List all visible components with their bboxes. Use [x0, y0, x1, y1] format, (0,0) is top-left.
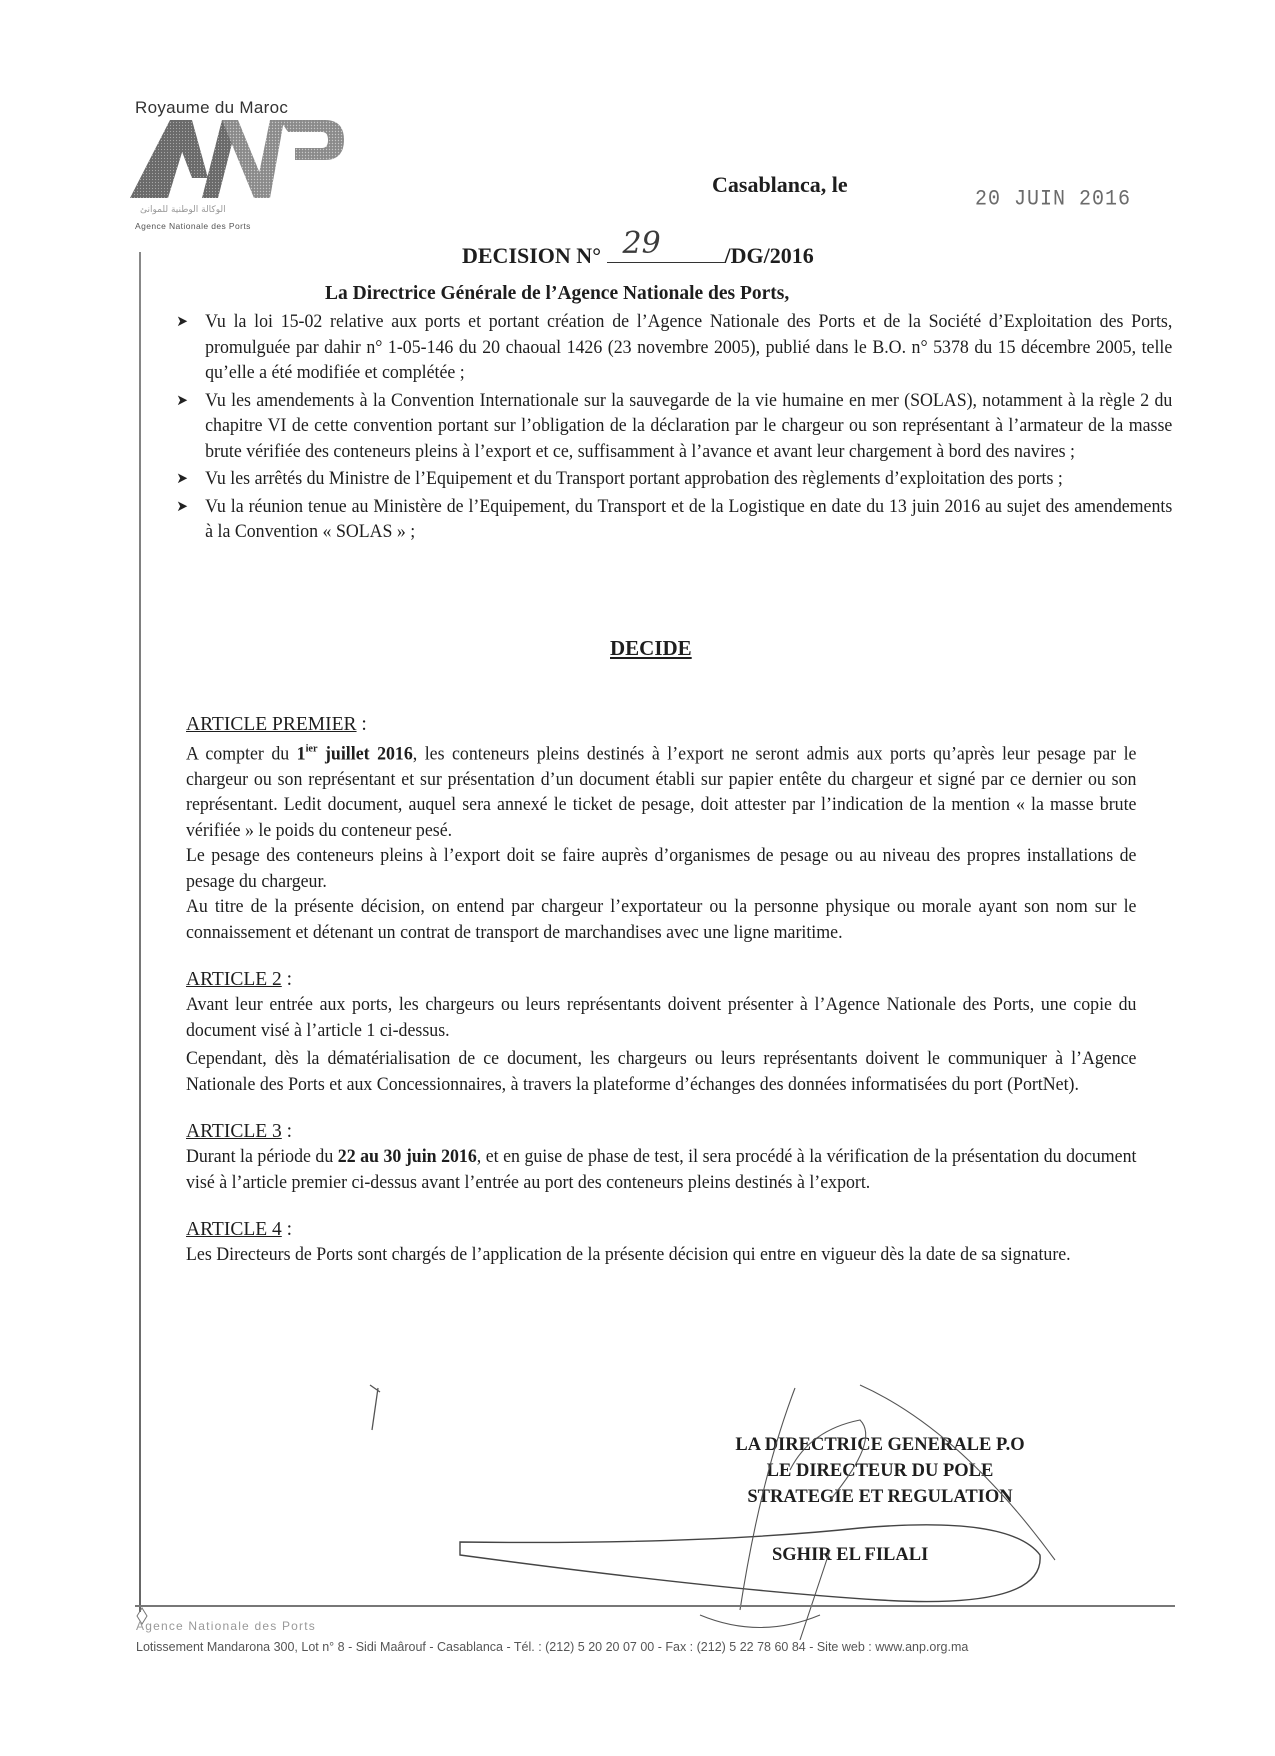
paragraph-superscript: ier — [305, 743, 318, 755]
letterhead-arabic-name: الوكالة الوطنية للموانئ — [140, 205, 226, 215]
article-title: ARTICLE PREMIER — [186, 714, 357, 735]
letterhead-agency-name: Agence Nationale des Ports — [135, 221, 251, 231]
article-title: ARTICLE 3 — [186, 1121, 282, 1143]
decide-heading: DECIDE — [610, 636, 692, 660]
place-label: Casablanca, le — [712, 172, 848, 197]
footer-agency-name: Agence Nationale des Ports — [136, 1619, 316, 1633]
paragraph-bold-date: juillet 2016 — [317, 743, 413, 765]
article-colon: : — [281, 969, 293, 991]
consideration-text: Vu les amendements à la Convention Internationale sur la sauvegarde de la vie humaine en mer (SOLAS), notamment à la règle 2 du chapitre VI de cette convention portant sur l’obligation de la déclaration par le chargeur ou son représentant à l’armateur de la masse brute vérifiée des conteneurs pleins à l’export et ce, suffisamment à l’avance et avant leur chargement à bord des navires ; — [205, 389, 1173, 462]
article-colon: : — [281, 1121, 293, 1143]
paragraph-lead: Durant la période du — [186, 1146, 338, 1168]
consideration-text: Vu la loi 15-02 relative aux ports et portant création de l’Agence Nationale des Ports et de la Société d’Exploitation des Ports, promulguée par dahir n° 1-05-146 du 20 chaoual 1426 (23 novembre 2005), publié dans le B.O. n° 5378 du 15 décembre 2005, telle qu’elle a été modifiée et complétée ; — [205, 311, 1173, 383]
article-paragraph: Cependant, dès la dématérialisation de ce document, les chargeurs ou leurs représentants doivent le communiquer à l’Agence Nationale des Ports et aux Concessionnaires, à travers la plateforme d’échanges des données informatisées du port (PortNet). — [186, 1048, 1137, 1095]
decision-suffix: /DG/2016 — [724, 243, 814, 268]
arrow-bullet-icon: ➤ — [176, 469, 188, 487]
footer-divider — [135, 1605, 1175, 1607]
article-paragraph: Le pesage des conteneurs pleins à l’export doit se faire auprès d’organismes de pesage ou au niveau des propres installations de pesage du chargeur. — [186, 845, 1137, 892]
article-colon: : — [281, 1219, 293, 1241]
paragraph-lead: A compter du — [186, 743, 297, 765]
article-paragraph: Au titre de la présente décision, on entend par chargeur l’exportateur ou la personne physique ou morale ayant son nom sur le connaissement et détenant un contrat de transport de marchandises avec une ligne maritime. — [186, 896, 1137, 943]
authority-heading: La Directrice Générale de l’Agence Nationale des Ports, — [325, 283, 790, 304]
consideration-text: Vu les arrêtés du Ministre de l’Equipement et du Transport portant approbation des règlements d’exploitation des ports ; — [205, 468, 1063, 489]
article-paragraph: Avant leur entrée aux ports, les chargeurs ou leurs représentants doivent présenter à l’Agence Nationale des Ports, une copie du document visé à l’article 1 ci-dessus. — [186, 994, 1137, 1041]
arrow-bullet-icon: ➤ — [176, 390, 188, 409]
paragraph-rest: , et en guise de phase de test, il sera procédé à la vérification de la présentation du document visé à l’article premier ci-dessus avant l’entrée au port des conteneurs pleins destinés à l’export. — [186, 1146, 1137, 1193]
signature-line-2: LE DIRECTEUR DU POLE — [766, 1461, 994, 1481]
article-title: ARTICLE 2 — [186, 969, 282, 991]
paragraph-rest: , les conteneurs pleins destinés à l’export ne seront admis aux ports qu’après leur pesage par le chargeur ou son représentant et sur présentation d’un document établi sur papier entête du chargeur et signé par ce dernier ou son représentant. Ledit document, auquel sera annexé le ticket de pesage, doit attester par l’indication de la mention « la masse brute vérifiée » le poids du conteneur pesé. — [186, 743, 1137, 841]
date-stamp: 20 JUIN 2016 — [975, 186, 1132, 213]
signature-line-1: LA DIRECTRICE GENERALE P.O — [735, 1435, 1025, 1455]
arrow-bullet-icon: ➤ — [176, 496, 188, 515]
signatory-name: SGHIR EL FILALI — [772, 1545, 929, 1565]
decision-prefix: DECISION N° — [462, 243, 601, 268]
decision-number-handwritten: 29 — [622, 226, 661, 261]
article-title: ARTICLE 4 — [186, 1219, 282, 1241]
article-paragraph: Les Directeurs de Ports sont chargés de l’application de la présente décision qui entre en vigueur dès la date de sa signature. — [186, 1244, 1071, 1266]
signature-line-3: STRATEGIE ET REGULATION — [747, 1487, 1013, 1507]
consideration-text: Vu la réunion tenue au Ministère de l’Equipement, du Transport et de la Logistique en date du 13 juin 2016 au sujet des amendements à la Convention « SOLAS » ; — [205, 495, 1173, 542]
article-colon: : — [356, 714, 367, 735]
paragraph-bold: 1 — [296, 743, 306, 765]
footer-address: Lotissement Mandarona 300, Lot n° 8 - Sidi Maârouf - Casablanca - Tél. : (212) 5 20 20 07 00 - Fax : (212) 5 22 78 60 84 - Site web : www.anp.org.ma — [136, 1640, 969, 1654]
arrow-bullet-icon: ➤ — [176, 312, 188, 330]
paragraph-bold: 22 au 30 juin 2016 — [337, 1146, 477, 1168]
letterhead-country: Royaume du Maroc — [135, 98, 289, 117]
